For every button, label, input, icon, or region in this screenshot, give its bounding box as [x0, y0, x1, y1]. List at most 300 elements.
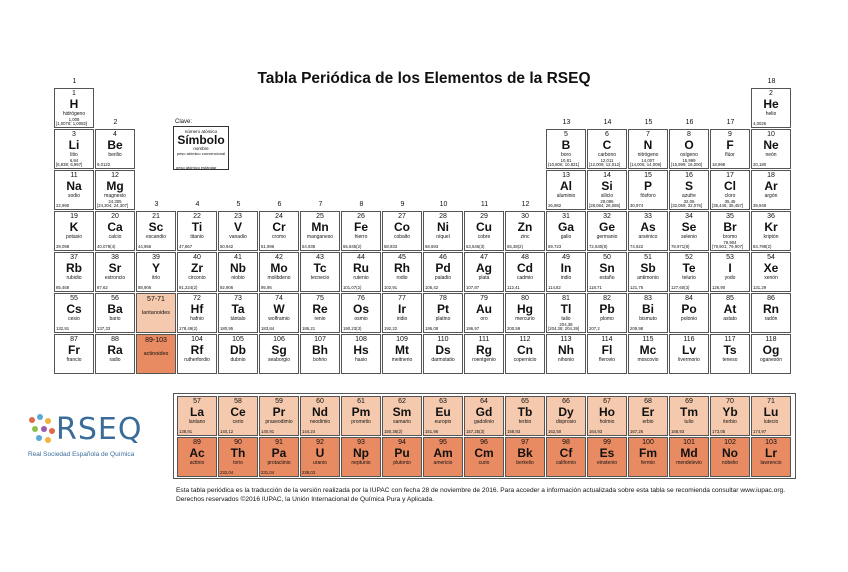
element-name: europio	[434, 419, 452, 425]
element-symbol: Bi	[642, 302, 654, 316]
element-Lr	[751, 437, 791, 477]
element-name: talio	[561, 316, 571, 322]
element-name: hierro	[354, 234, 368, 240]
element-Al	[546, 170, 586, 210]
element-name: platino	[435, 316, 451, 322]
key-name-label: nombre	[193, 146, 209, 151]
element-symbol: Tb	[517, 405, 533, 419]
key-atomic-number-label: número atómico	[184, 129, 218, 134]
group-number-11: 11	[480, 201, 489, 208]
element-Ts	[710, 334, 750, 374]
atomic-weight: 26,982	[548, 203, 562, 208]
atomic-number: 22	[193, 213, 201, 220]
atomic-number: 45	[398, 254, 406, 261]
atomic-number: 33	[644, 213, 652, 220]
element-symbol: Cm	[474, 446, 494, 460]
atomic-number: 98	[562, 439, 570, 446]
element-name: paladio	[434, 275, 452, 281]
element-Pm	[341, 396, 381, 436]
atomic-number: 112	[519, 336, 531, 343]
element-name: rubidio	[66, 275, 82, 281]
element-name: darmstatio	[431, 357, 455, 363]
element-name: nobelio	[721, 460, 739, 466]
element-symbol: Cr	[272, 220, 286, 234]
element-symbol: Rg	[476, 343, 492, 357]
element-name: molibdeno	[267, 275, 291, 281]
element-name: radón	[764, 316, 778, 322]
atomic-number: 94	[398, 439, 406, 446]
group-number-15: 15	[644, 119, 653, 126]
atomic-weight: 92,906	[220, 285, 234, 290]
element-He	[751, 88, 791, 128]
atomic-number: 92	[316, 439, 324, 446]
atomic-weight: 232,04	[220, 470, 234, 475]
element-Ca	[95, 211, 135, 251]
element-symbol: Ne	[763, 138, 779, 152]
atomic-number: 41	[234, 254, 242, 261]
element-symbol: Fl	[601, 343, 613, 357]
atomic-weight: 1,008	[68, 117, 80, 122]
element-name: iterbio	[723, 419, 737, 425]
atomic-weight: 39,098	[56, 244, 70, 249]
element-symbol: Pa	[271, 446, 287, 460]
atomic-weight: 91,224(2)	[179, 285, 198, 290]
element-name: galio	[560, 234, 572, 240]
element-name: antimonio	[637, 275, 659, 281]
atomic-number: 40	[193, 254, 201, 261]
element-name: actinio	[189, 460, 205, 466]
element-name: flerovio	[598, 357, 616, 363]
element-Po	[669, 293, 709, 333]
atomic-weight: 95,95	[261, 285, 272, 290]
atomic-number: 34	[685, 213, 693, 220]
element-Mg	[95, 170, 135, 210]
atomic-number: 59	[275, 398, 283, 405]
element-symbol: Mt	[395, 343, 409, 357]
element-Bk	[505, 437, 545, 477]
element-Ni	[423, 211, 463, 251]
legend-key	[173, 126, 229, 170]
element-name: estaño	[599, 275, 615, 281]
element-name: berkelio	[516, 460, 534, 466]
atomic-number: 47	[480, 254, 488, 261]
element-symbol: Rb	[66, 261, 82, 275]
element-Pb	[587, 293, 627, 333]
atomic-number: 111	[478, 336, 490, 343]
group-number-17: 17	[726, 119, 735, 126]
atomic-weight: 30,974	[630, 203, 644, 208]
atomic-number: 20	[111, 213, 119, 220]
atomic-number: 28	[439, 213, 447, 220]
element-C	[587, 129, 627, 169]
atomic-number: 85	[726, 295, 734, 302]
element-Fm	[628, 437, 668, 477]
element-name: lantano	[188, 419, 206, 425]
element-name: zinc	[520, 234, 530, 240]
element-Ag	[464, 252, 504, 292]
element-symbol: Sr	[108, 261, 122, 275]
atomic-number: 12	[111, 172, 119, 179]
element-symbol: O	[684, 138, 694, 152]
element-In	[546, 252, 586, 292]
atomic-weight: 101,07(2)	[343, 285, 362, 290]
element-symbol: N	[643, 138, 653, 152]
element-symbol: Ds	[435, 343, 451, 357]
atomic-weight-interval: [28,084; 28,086]	[589, 203, 621, 208]
element-symbol: Ce	[230, 405, 246, 419]
element-Os	[341, 293, 381, 333]
atomic-number: 79	[480, 295, 488, 302]
element-name: polonio	[680, 316, 698, 322]
element-name: rutenio	[353, 275, 369, 281]
element-Xe	[751, 252, 791, 292]
footer-note	[176, 487, 816, 504]
element-name: yodo	[724, 275, 736, 281]
element-Eu	[423, 396, 463, 436]
element-name: oxígeno	[680, 152, 698, 158]
element-Rn	[751, 293, 791, 333]
element-Re	[300, 293, 340, 333]
atomic-number: 60	[316, 398, 324, 405]
element-Rh	[382, 252, 422, 292]
atomic-weight: 15,999	[682, 158, 696, 163]
element-name: silicio	[600, 193, 614, 199]
atomic-weight: 186,21	[302, 326, 316, 331]
atomic-weight: 174,97	[753, 429, 767, 434]
atomic-number: 63	[439, 398, 447, 405]
element-symbol: Sb	[640, 261, 656, 275]
element-symbol: Os	[352, 302, 369, 316]
atomic-number-range: 57-71	[147, 296, 165, 303]
element-name: nihonio	[557, 357, 575, 363]
element-Dy	[546, 396, 586, 436]
atomic-weight: 231,04	[261, 470, 275, 475]
element-symbol: Pt	[437, 302, 449, 316]
atomic-number: 62	[398, 398, 406, 405]
atomic-weight: 50,942	[220, 244, 234, 249]
logo-dots-icon	[26, 412, 58, 450]
element-B	[546, 129, 586, 169]
atomic-number: 64	[480, 398, 488, 405]
atomic-number: 118	[765, 336, 777, 343]
element-symbol: F	[726, 138, 734, 152]
element-name: astato	[723, 316, 737, 322]
atomic-weight-interval: [6,938; 6,997]	[56, 162, 83, 167]
element-symbol: Es	[599, 446, 615, 460]
element-Bh	[300, 334, 340, 374]
atomic-number: 107	[314, 336, 326, 343]
atomic-weight: 74,922	[630, 244, 644, 249]
element-Md	[669, 437, 709, 477]
atomic-weight: 58,693	[425, 244, 439, 249]
element-symbol: Gd	[475, 405, 493, 419]
element-name: hidrógeno	[62, 111, 86, 117]
element-name: cloro	[724, 193, 736, 199]
element-symbol: Cl	[724, 179, 736, 193]
element-name: protactinio	[267, 460, 291, 466]
element-symbol: Po	[681, 302, 697, 316]
element-Ce	[218, 396, 258, 436]
element-symbol: Db	[230, 343, 246, 357]
element-Ho	[587, 396, 627, 436]
element-symbol: Eu	[435, 405, 451, 419]
element-name: azufre	[682, 193, 696, 199]
element-symbol: Ta	[231, 302, 245, 316]
lanthanides-placeholder	[136, 293, 176, 333]
atomic-number: 89	[193, 439, 201, 446]
element-Nh	[546, 334, 586, 374]
atomic-number: 54	[767, 254, 775, 261]
atomic-weight: 126,90	[712, 285, 726, 290]
element-symbol: Fe	[353, 220, 368, 234]
element-name: bario	[109, 316, 121, 322]
key-symbol-label: Símbolo	[177, 133, 225, 147]
atomic-weight-interval: [79,901; 79,907]	[712, 244, 744, 249]
group-number-10: 10	[439, 201, 448, 208]
atomic-weight: 107,87	[466, 285, 480, 290]
group-number-6: 6	[277, 201, 282, 208]
atomic-weight: 158,93	[507, 429, 521, 434]
atomic-number: 95	[439, 439, 447, 446]
atomic-weight: 51,996	[261, 244, 275, 249]
element-name: niobio	[231, 275, 245, 281]
element-Rg	[464, 334, 504, 374]
atomic-number: 15	[644, 172, 652, 179]
element-Ti	[177, 211, 217, 251]
element-name: aluminio	[556, 193, 576, 199]
atomic-number: 14	[603, 172, 611, 179]
element-symbol: Hf	[190, 302, 204, 316]
atomic-weight: 157,25(3)	[466, 429, 485, 434]
element-symbol: Th	[230, 446, 246, 460]
element-Nb	[218, 252, 258, 292]
atomic-number: 11	[70, 172, 78, 179]
atomic-number: 10	[767, 131, 775, 138]
atomic-number: 48	[521, 254, 529, 261]
element-name: cobalto	[393, 234, 411, 240]
element-symbol: K	[69, 220, 79, 234]
group-number-2: 2	[113, 119, 118, 126]
element-symbol: Fr	[68, 343, 80, 357]
element-Np	[341, 437, 381, 477]
atomic-number: 1	[72, 90, 76, 97]
group-number-8: 8	[359, 201, 364, 208]
element-U	[300, 437, 340, 477]
atomic-number: 50	[603, 254, 611, 261]
element-symbol: Cs	[66, 302, 82, 316]
element-K	[54, 211, 94, 251]
element-name: estroncio	[104, 275, 126, 281]
element-name: escandio	[145, 234, 166, 240]
element-symbol: Ru	[353, 261, 369, 275]
atomic-number: 43	[316, 254, 324, 261]
element-Lu	[751, 396, 791, 436]
atomic-weight: 162,50	[548, 429, 562, 434]
element-symbol: Nd	[312, 405, 328, 419]
element-name: fósforo	[640, 193, 656, 199]
element-name: boro	[560, 152, 571, 158]
atomic-weight: 190,23(3)	[343, 326, 362, 331]
element-Ir	[382, 293, 422, 333]
atomic-number: 102	[724, 439, 736, 446]
atomic-weight: 54,938	[302, 244, 316, 249]
atomic-number: 44	[357, 254, 365, 261]
atomic-number: 74	[275, 295, 283, 302]
element-name: cesio	[68, 316, 80, 322]
atomic-weight: 44,956	[138, 244, 152, 249]
element-symbol: Hs	[353, 343, 369, 357]
element-symbol: Zr	[191, 261, 203, 275]
element-symbol: Tl	[560, 302, 572, 316]
atomic-weight: 78,971(8)	[671, 244, 690, 249]
element-Cd	[505, 252, 545, 292]
atomic-weight: 195,08	[425, 326, 439, 331]
element-Be	[95, 129, 135, 169]
element-symbol: B	[561, 138, 571, 152]
atomic-number: 30	[521, 213, 529, 220]
atomic-weight-interval: [204,38; 204,39]	[548, 326, 580, 331]
atomic-number: 2	[769, 90, 773, 97]
element-symbol: Co	[394, 220, 410, 234]
atomic-number: 25	[316, 213, 324, 220]
atomic-weight-interval: [14,006; 14,008]	[630, 162, 662, 167]
atomic-number: 24	[275, 213, 283, 220]
element-Hf	[177, 293, 217, 333]
element-name: seaborgio	[268, 357, 290, 363]
element-name: einstenio	[596, 460, 617, 466]
element-Si	[587, 170, 627, 210]
atomic-number: 52	[685, 254, 693, 261]
element-name: gadolinio	[473, 419, 495, 425]
group-number-4: 4	[195, 201, 200, 208]
element-symbol: Hg	[517, 302, 533, 316]
key-standard-mass-label: peso atómico estándar	[176, 165, 217, 170]
element-symbol: P	[643, 179, 652, 193]
atomic-number: 110	[437, 336, 449, 343]
atomic-weight-interval: [1,0078; 1,0082]	[56, 121, 88, 126]
atomic-number: 6	[605, 131, 609, 138]
atomic-weight: 10,81	[560, 158, 572, 163]
element-symbol: Cu	[476, 220, 492, 234]
element-H	[54, 88, 94, 128]
atomic-number: 7	[646, 131, 650, 138]
element-Cl	[710, 170, 750, 210]
element-name: torio	[233, 460, 243, 466]
atomic-weight: 144,24	[302, 429, 316, 434]
atomic-weight: 14,007	[641, 158, 655, 163]
atomic-number-range: 89-103	[145, 337, 167, 344]
element-symbol: Bh	[312, 343, 328, 357]
element-S	[669, 170, 709, 210]
atomic-weight: 137,33	[97, 326, 111, 331]
atomic-number: 81	[562, 295, 570, 302]
atomic-number: 93	[357, 439, 365, 446]
element-Kr	[751, 211, 791, 251]
element-symbol: Se	[681, 220, 697, 234]
element-symbol: Be	[107, 138, 123, 152]
element-symbol: Si	[601, 179, 613, 193]
element-symbol: Er	[641, 405, 655, 419]
atomic-number: 37	[70, 254, 78, 261]
element-I	[710, 252, 750, 292]
group-number-1: 1	[72, 78, 77, 85]
atomic-weight: 106,42	[425, 285, 439, 290]
element-name: oro	[480, 316, 488, 322]
atomic-number: 105	[232, 336, 244, 343]
element-symbol: Ho	[599, 405, 615, 419]
element-name: hafnio	[190, 316, 204, 322]
element-name: californio	[555, 460, 576, 466]
atomic-weight: 72,630(8)	[589, 244, 608, 249]
element-Ne	[751, 129, 791, 169]
element-Ru	[341, 252, 381, 292]
element-symbol: Sm	[392, 405, 412, 419]
atomic-number: 87	[70, 336, 78, 343]
element-Au	[464, 293, 504, 333]
element-Lv	[669, 334, 709, 374]
element-name: níquel	[436, 234, 450, 240]
element-name: helio	[765, 111, 777, 117]
element-Yb	[710, 396, 750, 436]
element-Mt	[382, 334, 422, 374]
element-name: kriptón	[763, 234, 779, 240]
element-name: copernicio	[513, 357, 537, 363]
element-symbol: Ar	[764, 179, 778, 193]
atomic-weight: 196,97	[466, 326, 480, 331]
element-name: cerio	[232, 419, 244, 425]
element-name: disprosio	[555, 419, 576, 425]
element-name: prometio	[351, 419, 371, 425]
element-name: livermorio	[678, 357, 700, 363]
atomic-weight: 79,904	[723, 240, 737, 245]
atomic-number: 8	[687, 131, 691, 138]
element-name: tecnecio	[310, 275, 330, 281]
atomic-number: 115	[642, 336, 654, 343]
atomic-weight: 85,468	[56, 285, 70, 290]
element-symbol: Yb	[722, 405, 738, 419]
element-Cm	[464, 437, 504, 477]
logo-brand: RSEQ	[56, 412, 143, 447]
element-symbol: Sn	[599, 261, 615, 275]
element-Fe	[341, 211, 381, 251]
atomic-weight: 150,36(2)	[384, 429, 403, 434]
atomic-weight: 167,26	[630, 429, 644, 434]
atomic-number: 36	[767, 213, 775, 220]
element-As	[628, 211, 668, 251]
element-symbol: Ga	[557, 220, 574, 234]
atomic-number: 114	[601, 336, 613, 343]
element-Fr	[54, 334, 94, 374]
element-Ar	[751, 170, 791, 210]
atomic-weight: 168,93	[671, 429, 685, 434]
atomic-number: 108	[355, 336, 367, 343]
element-symbol: Og	[762, 343, 780, 357]
element-symbol: At	[723, 302, 737, 316]
element-name: oganesón	[760, 357, 782, 363]
element-F	[710, 129, 750, 169]
element-symbol: Pb	[599, 302, 615, 316]
atomic-number: 66	[562, 398, 570, 405]
atomic-number: 51	[644, 254, 652, 261]
atomic-number: 58	[234, 398, 242, 405]
atomic-number: 19	[70, 213, 78, 220]
element-symbol: Np	[353, 446, 369, 460]
atomic-number: 83	[644, 295, 652, 302]
atomic-weight: 58,933	[384, 244, 398, 249]
element-name: iridio	[396, 316, 408, 322]
element-Ge	[587, 211, 627, 251]
element-symbol: Mc	[639, 343, 657, 357]
